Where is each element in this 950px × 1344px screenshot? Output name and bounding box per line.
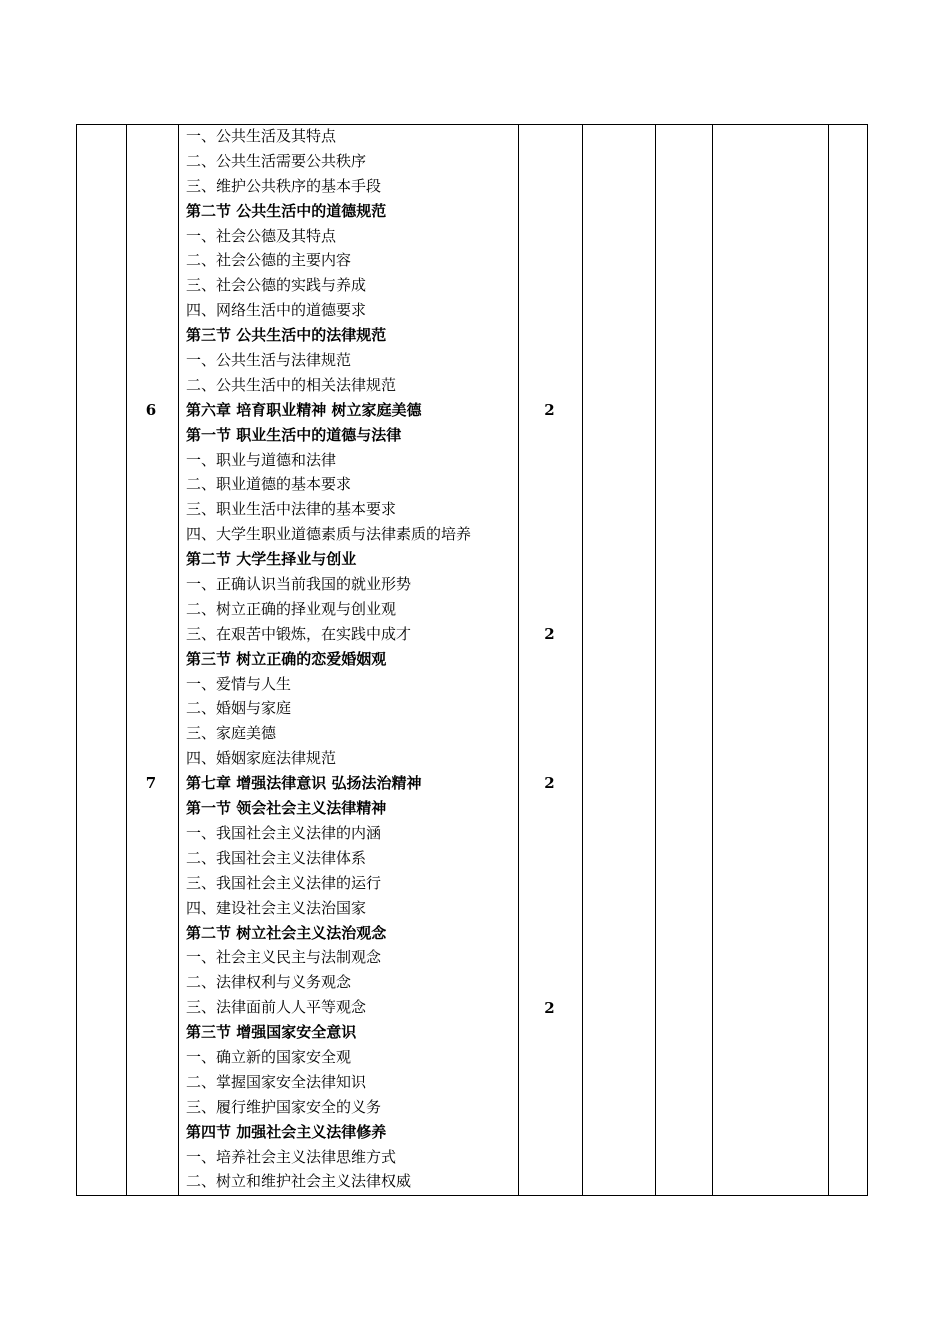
- content-item: 一、公共生活与法律规范: [186, 351, 352, 370]
- content-item: 二、婚姻与家庭: [186, 699, 292, 718]
- content-item: 一、正确认识当前我国的就业形势: [186, 575, 412, 594]
- section-heading: 第一节 职业生活中的道德与法律: [186, 425, 402, 444]
- hours-value: 2: [544, 774, 555, 793]
- hours-value: 2: [544, 400, 555, 419]
- content-item: 三、职业生活中法律的基本要求: [186, 500, 397, 519]
- content-item: 三、在艰苦中锻炼，在实践中成才: [186, 624, 412, 643]
- section-heading: 第一节 领会社会主义法律精神: [186, 799, 387, 818]
- content-item: 三、法律面前人人平等观念: [186, 998, 367, 1017]
- content-item: 一、社会主义民主与法制观念: [186, 948, 382, 967]
- column-divider: [655, 125, 656, 1195]
- content-item: 二、树立和维护社会主义法律权威: [186, 1172, 412, 1191]
- column-divider: [126, 125, 127, 1195]
- content-item: 三、履行维护国家安全的义务: [186, 1097, 382, 1116]
- content-item: 四、网络生活中的道德要求: [186, 301, 367, 320]
- section-heading: 第二节 大学生择业与创业: [186, 550, 357, 569]
- content-item: 一、确立新的国家安全观: [186, 1047, 352, 1066]
- week-number: 6: [145, 400, 157, 419]
- hours-value: 2: [544, 998, 555, 1017]
- content-item: 二、树立正确的择业观与创业观: [186, 599, 397, 618]
- content-item: 一、社会公德及其特点: [186, 226, 337, 245]
- section-heading: 第四节 加强社会主义法律修养: [186, 1122, 387, 1141]
- content-item: 一、爱情与人生: [186, 674, 292, 693]
- section-heading: 第六章 培育职业精神 树立家庭美德: [186, 400, 422, 419]
- section-heading: 第三节 树立正确的恋爱婚姻观: [186, 649, 387, 668]
- column-divider: [828, 125, 829, 1195]
- section-heading: 第三节 增强国家安全意识: [186, 1023, 357, 1042]
- content-item: 三、我国社会主义法律的运行: [186, 873, 382, 892]
- content-item: 三、社会公德的实践与养成: [186, 276, 367, 295]
- content-item: 三、家庭美德: [186, 724, 277, 743]
- hours-value: 2: [544, 625, 555, 643]
- section-heading: 第二节 公共生活中的道德规范: [186, 201, 387, 220]
- column-divider: [582, 125, 583, 1195]
- content-item: 二、职业道德的基本要求: [186, 475, 352, 494]
- content-item: 二、法律权利与义务观念: [186, 973, 352, 992]
- content-item: 四、大学生职业道德素质与法律素质的培养: [186, 525, 472, 544]
- content-item: 一、我国社会主义法律的内涵: [186, 823, 382, 842]
- column-divider: [178, 125, 179, 1195]
- section-heading: 第七章 增强法律意识 弘扬法治精神: [186, 774, 422, 793]
- course-content-column: [186, 124, 516, 1194]
- column-divider: [712, 125, 713, 1195]
- content-item: 三、维护公共秩序的基本手段: [186, 176, 382, 195]
- content-item: 一、职业与道德和法律: [186, 450, 337, 469]
- section-heading: 第二节 树立社会主义法治观念: [186, 923, 387, 942]
- content-item: 二、掌握国家安全法律知识: [186, 1072, 367, 1091]
- content-item: 四、婚姻家庭法律规范: [186, 749, 337, 768]
- content-item: 二、公共生活中的相关法律规范: [186, 375, 397, 394]
- content-item: 四、建设社会主义法治国家: [186, 898, 367, 917]
- content-item: 二、社会公德的主要内容: [186, 251, 352, 270]
- content-item: 一、公共生活及其特点: [186, 127, 337, 145]
- week-number: 7: [145, 774, 157, 793]
- content-item: 一、培养社会主义法律思维方式: [186, 1147, 397, 1166]
- content-item: 二、公共生活需要公共秩序: [186, 151, 367, 170]
- column-divider: [518, 125, 519, 1195]
- content-item: 二、我国社会主义法律体系: [186, 848, 367, 867]
- section-heading: 第三节 公共生活中的法律规范: [186, 326, 387, 345]
